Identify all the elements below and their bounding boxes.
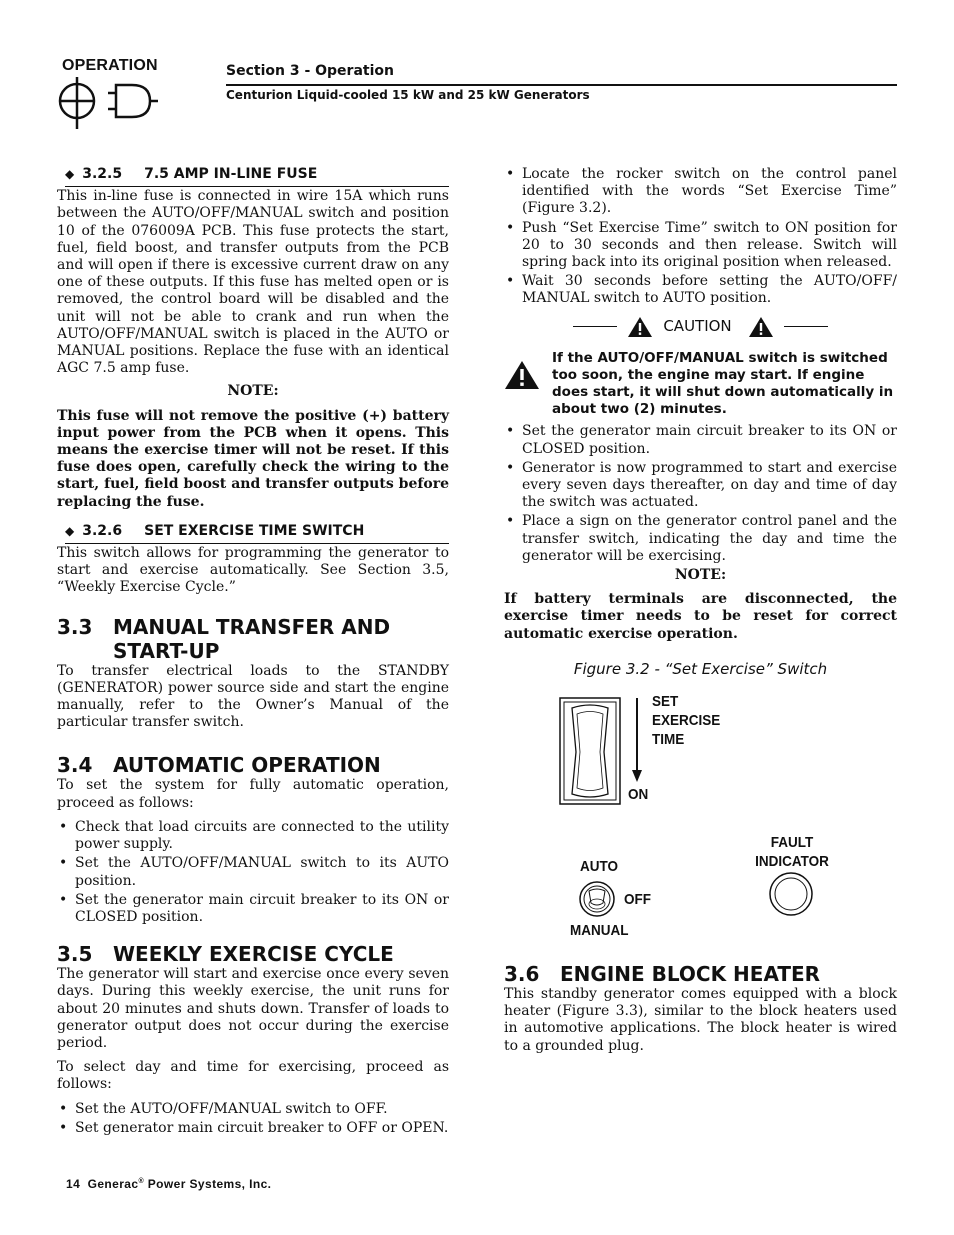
automatic-operation-list [57, 819, 449, 926]
right-column [504, 166, 897, 1055]
auto-label: AUTO [580, 858, 619, 876]
weekly-exercise-list-left [57, 1101, 449, 1137]
list-item: • Locate the rocker switch on the control panel identified with the words “Set Exercise Time” (Figure 3.2). [504, 166, 897, 218]
exercise-note-label: NOTE: [674, 567, 727, 584]
caution-box [504, 350, 897, 419]
caution-rule-right [784, 326, 828, 327]
weekly-exercise-paragraph-2: To select day and time for exercising, proceed as follows: [57, 1059, 449, 1093]
set-exercise-figure [504, 690, 897, 945]
list-item: • Set the AUTO/OFF/MANUAL switch to OFF. [57, 1101, 449, 1118]
set-exercise-time-label: SET EXERCISE TIME [652, 693, 721, 749]
list-item: • Set the generator main circuit breaker to its ON or CLOSED position. [504, 423, 897, 457]
logo-label: OPERATION [62, 57, 158, 74]
company-suffix: Power Systems, Inc. [147, 1177, 272, 1191]
automatic-operation-paragraph: To set the system for fully automatic operation, proceed as follows: [57, 777, 449, 811]
header-subtitle: Centurion Liquid-cooled 15 kW and 25 kW Generators [226, 88, 590, 102]
weekly-exercise-list-right [504, 166, 897, 308]
warning-icon [627, 316, 653, 338]
diamond-bullet-icon: ◆ [65, 167, 75, 181]
on-label: ON [628, 786, 649, 804]
list-item: • Set the generator main circuit breaker to its ON or CLOSED position. [57, 892, 449, 926]
caution-label: CAUTION [663, 317, 732, 336]
operation-logo-icon [58, 77, 158, 129]
list-item: • Wait 30 seconds before setting the AUTO/OFF/ MANUAL switch to AUTO position. [504, 273, 897, 307]
list-item: • Set the AUTO/OFF/MANUAL switch to its AUTO position. [57, 855, 449, 889]
caution-header [504, 314, 897, 340]
section-3-3-heading: 3.3 MANUAL TRANSFER AND START-UP [57, 614, 391, 663]
list-item: • Push “Set Exercise Time” switch to ON position for 20 to 30 seconds and then release. Switch will spring back into its original position when released. [504, 220, 897, 272]
fault-indicator-label: FAULT INDICATOR [755, 834, 829, 871]
warning-icon [504, 360, 540, 390]
section-3-5-heading: 3.5 WEEKLY EXERCISE CYCLE [57, 942, 394, 967]
header-rule [226, 84, 897, 86]
fuse-paragraph: This in-line fuse is connected in wire 15A which runs between the AUTO/OFF/MANUAL switch and position 10 of the 076009A PCB. This fuse protects the start, fuel, field boost, and transfer outputs from the PCB and will open if there is excessive current draw on any one of these outputs. If this fuse has melted open or is removed, the control board will be disabled and the unit will not be able to crank and run when the AUTO/OFF/MANUAL switch is placed in the AUTO or MANUAL positions. Replace the fuse with an identical AGC 7.5 amp fuse. [57, 188, 449, 377]
caution-text: If the AUTO/OFF/MANUAL switch is switched too soon, the engine may start. If engine does start, it will shut down automatically in about two (2) minutes. [552, 349, 894, 418]
header-section-title: Section 3 - Operation [226, 63, 394, 79]
exercise-switch-paragraph: This switch allows for programming the generator to start and exercise automatically. See Section 3.5, “Weekly Exercise Cycle.” [57, 545, 449, 596]
diamond-bullet-icon: ◆ [65, 523, 75, 538]
page-number: 14 [66, 1177, 81, 1191]
section-3-6-heading: 3.6 ENGINE BLOCK HEATER [504, 962, 821, 987]
block-heater-paragraph: This standby generator comes equipped with a block heater (Figure 3.3), similar to the block heaters used in automotive applications. The block heater is wired to a grounded plug. [504, 986, 897, 1054]
manual-transfer-paragraph: To transfer electrical loads to the STANDBY (GENERATOR) power source side and start the engine manually, refer to the Owner’s Manual of the particular transfer switch. [57, 662, 449, 731]
left-column [57, 166, 449, 1137]
section-3-4-heading: 3.4 AUTOMATIC OPERATION [57, 753, 381, 778]
list-item: • Place a sign on the generator control panel and the transfer switch, indicating the day and time the generator will be exercising. [504, 513, 897, 565]
registered-mark: ® [138, 1178, 145, 1185]
weekly-exercise-paragraph-1: The generator will start and exercise once every seven days. During this weekly exercise, the unit runs for about 20 minutes and shuts down. Transfer of loads to generator output does not occur during the exercise period. [57, 966, 449, 1051]
fuse-note-text: This fuse will not remove the positive (+) battery input power from the PCB when it opens. This means the exercise timer will not be reset. If this fuse does open, carefully check the wiring to the start, fuel, field boost and transfer outputs before replacing the fuse. [57, 407, 449, 510]
figure-caption: Figure 3.2 - “Set Exercise” Switch [573, 659, 828, 678]
manual-label: MANUAL [570, 922, 629, 940]
list-item: • Set generator main circuit breaker to OFF or OPEN. [57, 1120, 449, 1137]
off-label: OFF [624, 891, 651, 909]
fuse-note-label: NOTE: [227, 383, 279, 400]
page-footer [66, 1177, 271, 1191]
weekly-exercise-list-after [504, 423, 897, 565]
caution-rule-left [573, 326, 617, 327]
subsection-3-2-6-heading: ◆ 3.2.6 SET EXERCISE TIME SWITCH [65, 523, 449, 544]
subsection-3-2-5-heading: ◆ 3.2.5 7.5 AMP IN-LINE FUSE [65, 166, 449, 187]
warning-icon [748, 316, 774, 338]
list-item: • Generator is now programmed to start and exercise every seven days thereafter, on day and time of day the switch was actuated. [504, 460, 897, 512]
exercise-note-text: If battery terminals are disconnected, the exercise timer needs to be reset for correct automatic exercise operation. [504, 591, 897, 642]
list-item: • Check that load circuits are connected to the utility power supply. [57, 819, 449, 853]
company-name: Generac [87, 1177, 139, 1191]
